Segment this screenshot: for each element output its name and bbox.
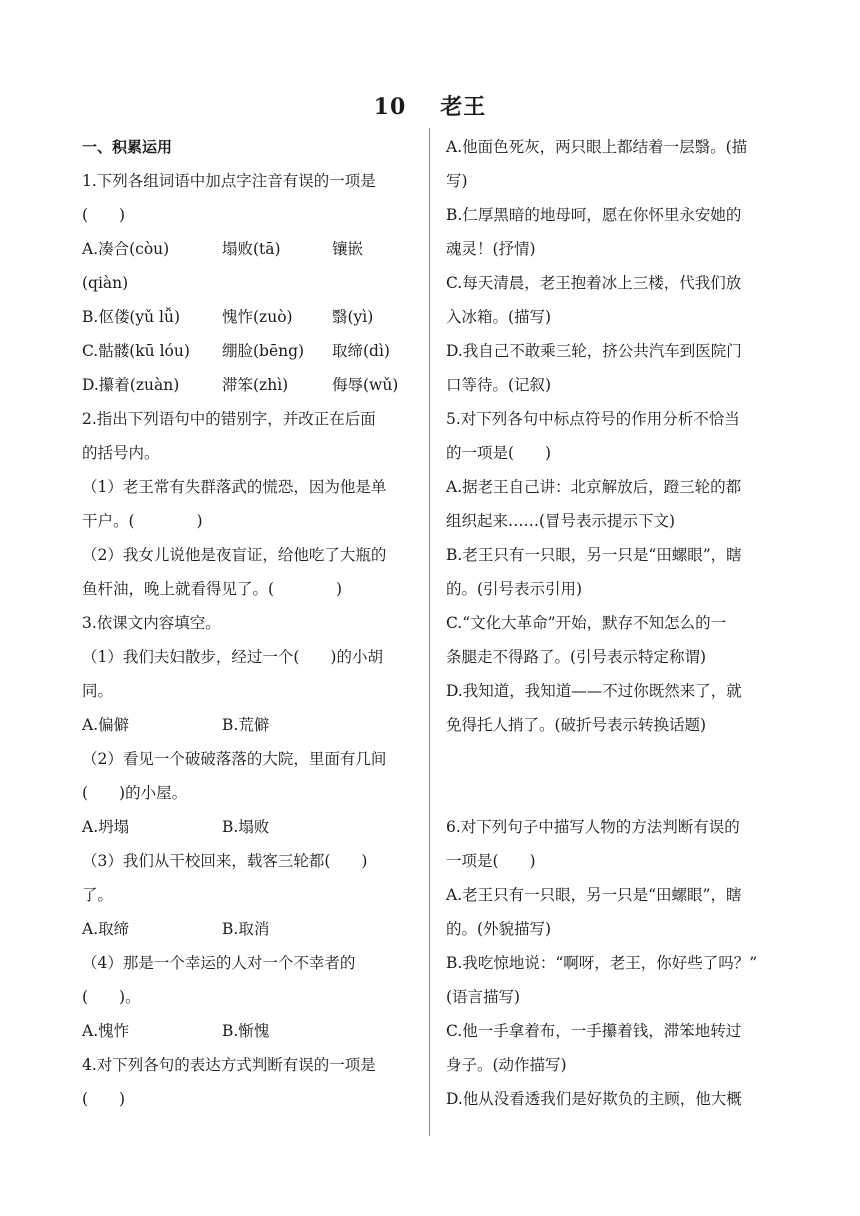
q1-option-a <box>82 232 417 266</box>
q4-option-b-cont: 魂灵！(抒情) <box>446 240 536 258</box>
q6-stem: 6.对下列句子中描写人物的方法判断有误的 <box>446 818 740 836</box>
q2-stem-cont: 的括号内。 <box>82 444 160 462</box>
q4-option-c-cont: 入冰箱。(描写) <box>446 308 552 326</box>
q5-option-b-cont: 的。(引号表示引用) <box>446 580 583 598</box>
q4-option-a-cont: 写) <box>446 172 468 190</box>
q1-d-1: D.攥着(zuàn) <box>82 376 180 394</box>
column-divider <box>429 128 430 1136</box>
q3-4-option-b: B.惭愧 <box>222 1022 270 1040</box>
q1-stem: 1.下列各组词语中加点字注音有误的一项是 <box>82 172 376 190</box>
q3-3-option-b: B.取消 <box>222 920 270 938</box>
page-title <box>0 90 860 121</box>
q4-answer-blank: ( ) <box>82 1090 126 1108</box>
q1-c-1: C.骷髅(kū lóu) <box>82 342 190 360</box>
q1-option-b <box>82 300 417 334</box>
q6-option-d: D.他从没看透我们是好欺负的主顾，他大概 <box>446 1090 742 1108</box>
q3-item-4: （4）那是一个幸运的人对一个不幸者的 <box>82 954 356 972</box>
q5-stem-cont: 的一项是( ) <box>446 444 552 462</box>
q4-option-d-cont: 口等待。(记叙) <box>446 376 552 394</box>
q6-option-c-cont: 身子。(动作描写) <box>446 1056 567 1074</box>
q1-c-2: 绷脸(bēng) <box>222 342 305 360</box>
q3-1-option-a: A.偏僻 <box>82 716 130 734</box>
q3-item-3: （3）我们从干校回来，载客三轮都( ) <box>82 852 368 870</box>
q5-option-b: B.老王只有一只眼，另一只是“田螺眼”，瞎 <box>446 546 742 564</box>
q5-option-a-cont: 组织起来……(冒号表示提示下文) <box>446 512 676 530</box>
q6-stem-cont: 一项是( ) <box>446 852 536 870</box>
q4-stem: 4.对下列各句的表达方式判断有误的一项是 <box>82 1056 376 1074</box>
lesson-number: 10 <box>373 94 407 120</box>
q3-stem: 3.依课文内容填空。 <box>82 614 221 632</box>
q6-option-b-cont: (语言描写) <box>446 988 521 1006</box>
q3-item-2-cont: ( )的小屋。 <box>82 784 188 802</box>
q3-item-4-cont: ( )。 <box>82 988 141 1006</box>
section-heading: 一、积累运用 <box>82 138 173 156</box>
spacer <box>446 742 782 810</box>
q1-d-2: 滞笨(zhì) <box>222 376 289 394</box>
q2-sentence-2-cont: 鱼杆油，晚上就看得见了。( ) <box>82 580 343 598</box>
q3-item-3-options <box>82 912 417 946</box>
q3-item-1: （1）我们夫妇散步，经过一个( )的小胡 <box>82 648 383 666</box>
q2-sentence-2: （2）我女儿说他是夜盲证，给他吃了大瓶的 <box>82 546 387 564</box>
q5-stem: 5.对下列各句中标点符号的作用分析不恰当 <box>446 410 740 428</box>
q4-option-c: C.每天清晨，老王抱着冰上三楼，代我们放 <box>446 274 742 292</box>
q5-option-d-cont: 免得托人捎了。(破折号表示转换话题) <box>446 716 707 734</box>
left-column <box>82 130 417 1116</box>
q1-b-1: B.伛偻(yǔ lǚ) <box>82 308 181 326</box>
q1-a-1: A.凑合(còu) <box>82 240 170 258</box>
q1-a-3: 镶嵌 <box>332 240 364 258</box>
q3-2-option-a: A.坍塌 <box>82 818 130 836</box>
q3-item-1-cont: 同。 <box>82 682 114 700</box>
q3-item-3-cont: 了。 <box>82 886 114 904</box>
q1-b-3: 翳(yì) <box>332 308 374 326</box>
q1-option-c <box>82 334 417 368</box>
q1-b-2: 愧怍(zuò) <box>222 308 293 326</box>
q2-sentence-1-cont: 干户。( ) <box>82 512 203 530</box>
q5-option-a: A.据老王自己讲：北京解放后，蹬三轮的都 <box>446 478 742 496</box>
q3-item-1-options <box>82 708 417 742</box>
q2-sentence-1: （1）老王常有失群落武的慌恐，因为他是单 <box>82 478 387 496</box>
q3-4-option-a: A.愧怍 <box>82 1022 130 1040</box>
q1-d-3: 侮辱(wǔ) <box>332 376 399 394</box>
q5-option-c: C.“文化大革命”开始，默存不知怎么的一 <box>446 614 727 632</box>
q1-option-d <box>82 368 417 402</box>
q6-option-c: C.他一手拿着布，一手攥着钱，滞笨地转过 <box>446 1022 742 1040</box>
q1-option-a-cont: (qiàn) <box>82 274 129 292</box>
right-column <box>446 130 782 1116</box>
q1-c-3: 取缔(dì) <box>332 342 390 360</box>
q5-option-d: D.我知道，我知道——不过你既然来了，就 <box>446 682 742 700</box>
q3-item-2-options <box>82 810 417 844</box>
lesson-title: 老王 <box>440 94 487 120</box>
q1-a-2: 塌败(tā) <box>222 240 281 258</box>
q6-option-a: A.老王只有一只眼，另一只是“田螺眼”，瞎 <box>446 886 742 904</box>
q3-item-2: （2）看见一个破破落落的大院，里面有几间 <box>82 750 387 768</box>
q4-option-b: B.仁厚黑暗的地母呵，愿在你怀里永安她的 <box>446 206 742 224</box>
q4-option-d: D.我自己不敢乘三轮，挤公共汽车到医院门 <box>446 342 742 360</box>
q3-3-option-a: A.取缔 <box>82 920 130 938</box>
q3-2-option-b: B.塌败 <box>222 818 270 836</box>
q6-option-a-cont: 的。(外貌描写) <box>446 920 552 938</box>
q5-option-c-cont: 条腿走不得路了。(引号表示特定称谓) <box>446 648 707 666</box>
q2-stem: 2.指出下列语句中的错别字，并改正在后面 <box>82 410 376 428</box>
q3-item-4-options <box>82 1014 417 1048</box>
q6-option-b: B.我吃惊地说：“啊呀，老王，你好些了吗？” <box>446 954 758 972</box>
q1-answer-blank: ( ) <box>82 206 126 224</box>
q3-1-option-b: B.荒僻 <box>222 716 270 734</box>
q4-option-a: A.他面色死灰，两只眼上都结着一层翳。(描 <box>446 138 748 156</box>
